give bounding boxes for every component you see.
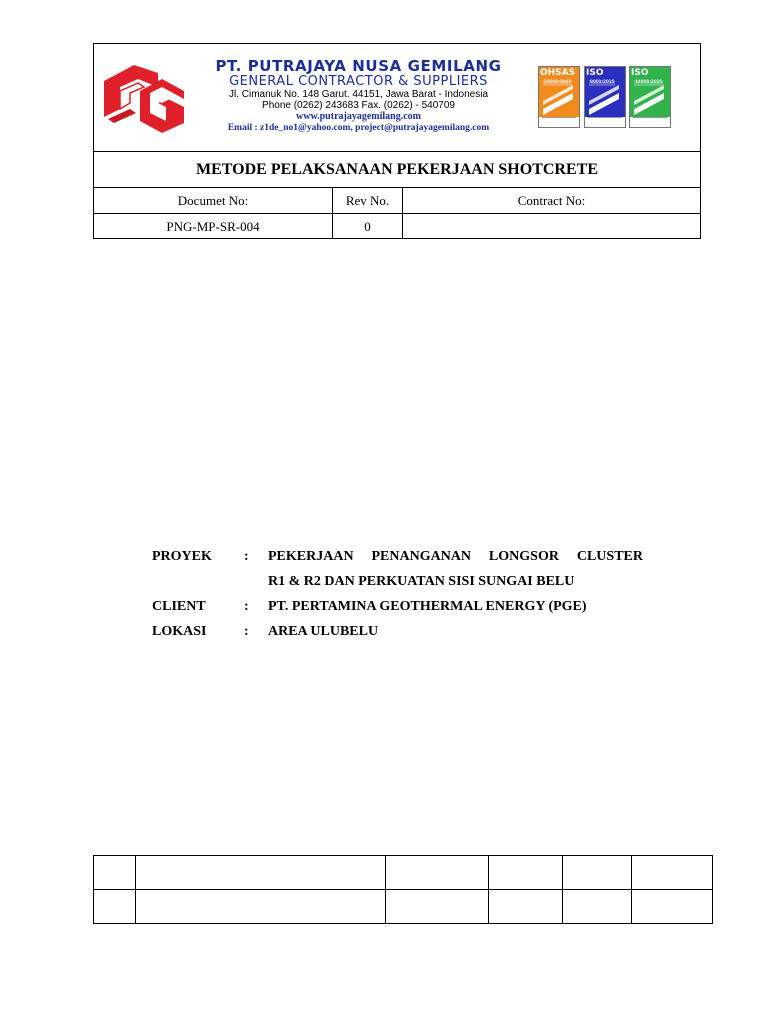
contract-no-value [403,214,700,239]
client-colon: : [244,599,249,614]
cert-number: 18001:2007 [544,80,572,85]
iso-9001-badge-icon [584,66,626,128]
table-cell [386,890,489,924]
cert-label: ISO [586,68,604,78]
rev-no-header: Rev No. [333,188,403,213]
company-website: www.putrajayagemilang.com [296,111,421,122]
revision-table [93,855,713,924]
table-cell [94,890,136,924]
project-label: PROYEK [152,549,212,564]
company-info [201,58,516,134]
table-cell [632,890,712,924]
table-cell [489,890,563,924]
cert-label: ISO [631,68,649,78]
document-title: METODE PELAKSANAAN PEKERJAAN SHOTCRETE [94,152,700,188]
company-phone: Phone (0262) 243683 Fax. (0262) - 540709 [262,100,455,111]
company-email: Email : z1de_no1@yahoo.com, project@putrajayagemilang.com [227,123,490,133]
company-tagline: GENERAL CONTRACTOR & SUPPLIERS [229,74,488,89]
table-cell [94,856,136,889]
cert-number: 14001:2015 [635,80,663,85]
client-value: PT. PERTAMINA GEOTHERMAL ENERGY (PGE) [268,599,587,614]
project-colon: : [244,549,249,564]
table-row [94,890,712,924]
rev-no-value: 0 [333,214,403,239]
document-header [93,43,701,239]
location-colon: : [244,624,249,639]
table-cell [386,856,489,889]
doc-no-header: Documet No: [94,188,333,213]
company-address: Jl. Cimanuk No. 148 Garut. 44151, Jawa Barat - Indonesia [228,89,489,100]
client-label: CLIENT [152,599,206,614]
pg-logo-icon [100,63,186,135]
table-cell [563,890,632,924]
doc-no-value: PNG-MP-SR-004 [94,214,333,239]
project-value: R1 & R2 DAN PERKUATAN SISI SUNGAI BELU [268,574,575,589]
table-cell [489,856,563,889]
project-value: PEKERJAAN PENANGANAN LONGSOR CLUSTER [268,549,643,564]
meta-value-row [94,214,700,239]
ohsas-badge-icon [538,66,580,128]
meta-header-row [94,188,700,214]
cert-number: 9001:2015 [590,80,615,85]
letterhead [94,44,700,152]
company-name: PT. PUTRAJAYA NUSA GEMILANG [215,57,502,75]
location-label: LOKASI [152,624,207,639]
iso-14001-badge-icon [629,66,671,128]
location-value: AREA ULUBELU [268,624,379,639]
table-cell [632,856,712,889]
table-row [94,856,712,890]
table-cell [136,856,386,889]
contract-no-header: Contract No: [517,192,586,208]
table-cell [136,890,386,924]
table-cell [563,856,632,889]
cert-label: OHSAS [540,68,576,78]
